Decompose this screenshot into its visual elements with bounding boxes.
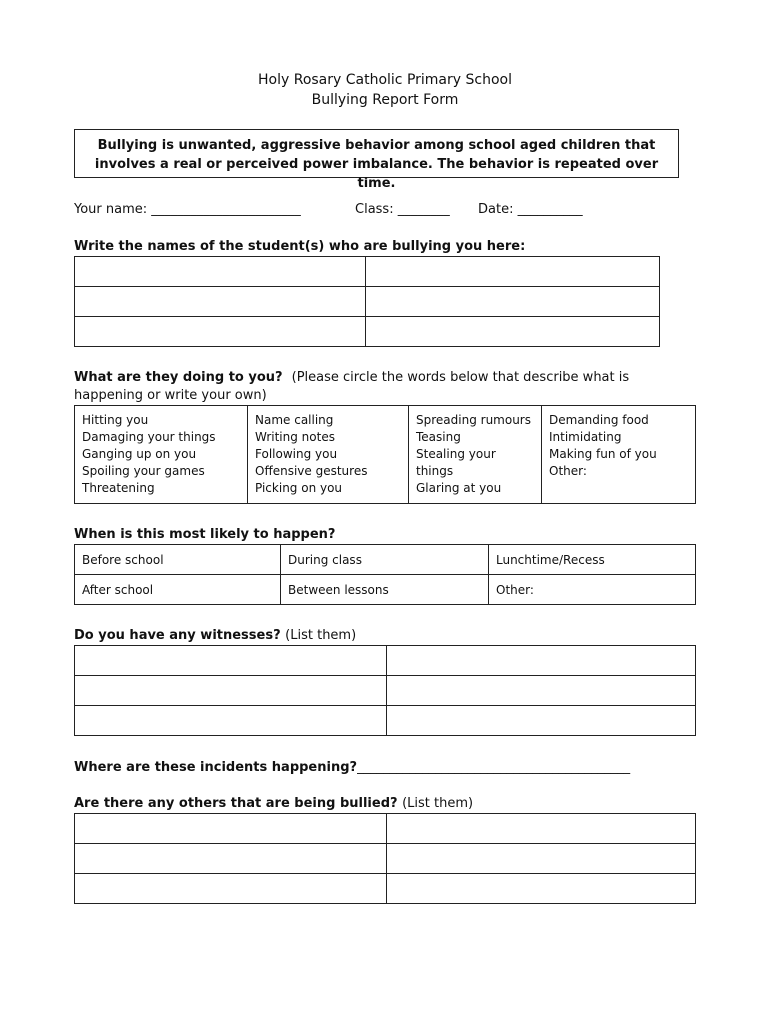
table-row — [75, 545, 696, 575]
when-option[interactable]: Other: — [489, 575, 696, 605]
other-victim-cell[interactable] — [75, 844, 387, 874]
witness-cell[interactable] — [75, 706, 387, 736]
actions-question-bold: What are they doing to you? — [74, 370, 283, 385]
bully-name-cell[interactable] — [75, 317, 366, 347]
table-row — [75, 706, 696, 736]
action-word[interactable]: Ganging up on you — [82, 447, 197, 461]
actions-column — [542, 406, 696, 504]
when-option[interactable]: Between lessons — [281, 575, 489, 605]
action-word[interactable]: things — [416, 464, 454, 478]
witnesses-question-note: (List them) — [285, 628, 357, 643]
table-row — [75, 406, 696, 504]
table-row — [75, 814, 696, 844]
witnesses-question — [74, 628, 356, 643]
action-word[interactable]: Teasing — [416, 430, 461, 444]
action-word[interactable]: Name calling — [255, 413, 334, 427]
table-row — [75, 575, 696, 605]
when-option[interactable]: Lunchtime/Recess — [489, 545, 696, 575]
action-word[interactable]: Damaging your things — [82, 430, 216, 444]
table-row — [75, 874, 696, 904]
witness-cell[interactable] — [75, 676, 387, 706]
other-victim-cell[interactable] — [387, 814, 696, 844]
action-word[interactable]: Spreading rumours — [416, 413, 531, 427]
class-field[interactable]: Class: ________ — [355, 202, 450, 217]
action-word[interactable]: Picking on you — [255, 481, 343, 495]
action-word[interactable]: Offensive gestures — [255, 464, 368, 478]
actions-column — [409, 406, 542, 504]
actions-column — [75, 406, 248, 504]
others-question-note: (List them) — [402, 796, 474, 811]
action-word[interactable]: Following you — [255, 447, 338, 461]
definition-box: Bullying is unwanted, aggressive behavior among school aged children that involves a real or perceived power imbalance. The behavior is repeated over time. — [74, 129, 679, 178]
form-title: Bullying Report Form — [311, 92, 459, 108]
date-field[interactable]: Date: __________ — [478, 202, 583, 217]
table-row — [75, 287, 660, 317]
when-question: When is this most likely to happen? — [74, 527, 336, 542]
school-name: Holy Rosary Catholic Primary School — [258, 72, 512, 88]
actions-column — [248, 406, 409, 504]
action-word[interactable]: Stealing your — [416, 447, 496, 461]
when-table — [74, 544, 696, 605]
witness-cell[interactable] — [387, 706, 696, 736]
others-question — [74, 796, 473, 811]
table-row — [75, 844, 696, 874]
action-word[interactable]: Intimidating — [549, 430, 622, 444]
witnesses-table — [74, 645, 696, 736]
witness-cell[interactable] — [75, 646, 387, 676]
action-word[interactable]: Spoiling your games — [82, 464, 205, 478]
other-victim-cell[interactable] — [75, 814, 387, 844]
other-victim-cell[interactable] — [387, 874, 696, 904]
others-table — [74, 813, 696, 904]
bully-name-cell[interactable] — [75, 257, 366, 287]
witness-cell[interactable] — [387, 676, 696, 706]
action-word[interactable]: Other: — [549, 464, 587, 478]
table-row — [75, 257, 660, 287]
when-option[interactable]: After school — [75, 575, 281, 605]
witness-cell[interactable] — [387, 646, 696, 676]
other-victim-cell[interactable] — [387, 844, 696, 874]
action-word[interactable]: Writing notes — [255, 430, 335, 444]
action-word[interactable]: Making fun of you — [549, 447, 657, 461]
table-row — [75, 676, 696, 706]
table-row — [75, 317, 660, 347]
bullies-question: Write the names of the student(s) who are bullying you here: — [74, 239, 526, 254]
where-question — [74, 760, 630, 775]
bullies-table — [74, 256, 660, 347]
where-question-text: Where are these incidents happening? — [74, 760, 358, 775]
bully-name-cell[interactable] — [366, 287, 660, 317]
where-answer-line[interactable]: __________________________________________ — [357, 760, 631, 775]
action-word[interactable]: Hitting you — [82, 413, 149, 427]
bully-name-cell[interactable] — [75, 287, 366, 317]
table-row — [75, 646, 696, 676]
actions-question-note-2: happening or write your own) — [74, 388, 267, 403]
bully-name-cell[interactable] — [366, 317, 660, 347]
name-field[interactable]: Your name: _______________________ — [74, 202, 301, 217]
action-word[interactable]: Demanding food — [549, 413, 649, 427]
action-word[interactable]: Glaring at you — [416, 481, 502, 495]
action-word[interactable]: Threatening — [82, 481, 155, 495]
actions-question — [74, 370, 629, 385]
actions-table — [74, 405, 696, 504]
witnesses-question-bold: Do you have any witnesses? — [74, 628, 281, 643]
when-option[interactable]: Before school — [75, 545, 281, 575]
bully-name-cell[interactable] — [366, 257, 660, 287]
actions-question-note: (Please circle the words below that describe what is — [291, 370, 630, 385]
when-option[interactable]: During class — [281, 545, 489, 575]
other-victim-cell[interactable] — [75, 874, 387, 904]
others-question-bold: Are there any others that are being bullied? — [74, 796, 398, 811]
